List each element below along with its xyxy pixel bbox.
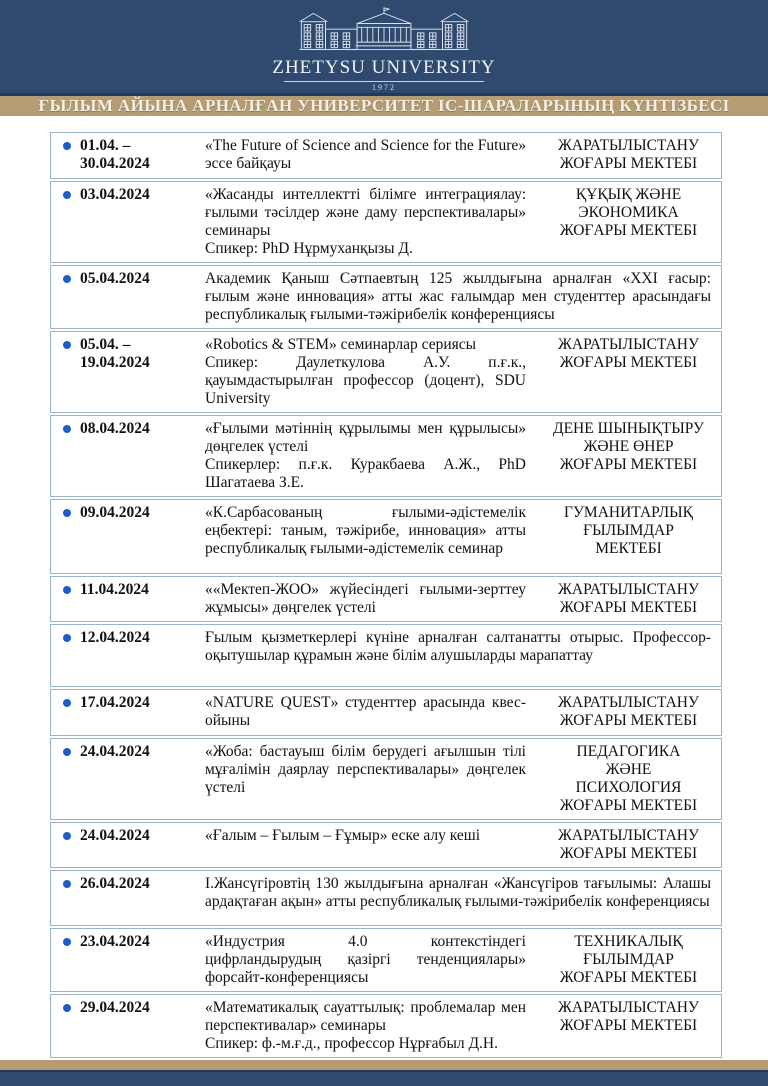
footer-navy-stripe bbox=[0, 1072, 768, 1086]
event-date: 26.04.2024 bbox=[80, 875, 150, 892]
event-date: 24.04.2024 bbox=[80, 827, 150, 844]
event-date-cell bbox=[51, 995, 199, 1057]
event-text-line: Спикер: PhD Нұрмуханқызы Д. bbox=[205, 240, 413, 257]
event-date-cell bbox=[51, 625, 199, 686]
event-date-cell bbox=[51, 182, 199, 262]
event-date: 29.04.2024 bbox=[80, 999, 150, 1016]
event-text-line: Спикер: ф.-м.ғ.д., профессор Нұрғабыл Д.Н. bbox=[205, 1035, 498, 1052]
event-date: 05.04.2024 bbox=[80, 270, 150, 287]
event-date-cell bbox=[51, 823, 199, 867]
event-school: ДЕНЕ ШЫНЫҚТЫРУ ЖӘНЕ ӨНЕР ЖОҒАРЫ МЕКТЕБІ bbox=[553, 420, 704, 473]
bullet-icon bbox=[63, 142, 71, 150]
table-row bbox=[50, 265, 722, 329]
event-description bbox=[199, 995, 536, 1057]
event-description bbox=[199, 577, 536, 621]
event-description bbox=[199, 625, 721, 686]
event-text-line: «К.Сарбасованың ғылыми-әдістемелік еңбектері: таным, тәжірибе, инновация» атты республикалық ғылыми-әдістемелік семинар bbox=[205, 504, 526, 557]
table-row bbox=[50, 132, 722, 179]
bullet-icon bbox=[63, 509, 71, 517]
bullet-icon bbox=[63, 425, 71, 433]
event-date: 08.04.2024 bbox=[80, 420, 150, 437]
event-date: 01.04. – 30.04.2024 bbox=[80, 137, 150, 172]
content-area bbox=[0, 116, 768, 1060]
events-table bbox=[50, 132, 722, 1058]
table-row bbox=[50, 738, 722, 820]
event-date: 23.04.2024 bbox=[80, 933, 150, 950]
bullet-icon bbox=[63, 748, 71, 756]
event-text-line: «Robotics & STEM» семинарлар сериясы bbox=[205, 336, 477, 353]
event-date: 24.04.2024 bbox=[80, 743, 150, 760]
page-title: ҒЫЛЫМ АЙЫНА АРНАЛҒАН УНИВЕРСИТЕТ ІС-ШАРАЛАРЫНЫҢ КҮНТІЗБЕСІ bbox=[38, 96, 730, 115]
table-row bbox=[50, 928, 722, 992]
table-row bbox=[50, 870, 722, 926]
event-text-line: «Жасанды интеллектті білімге интеграциялау: ғылыми тәсілдер және даму перспективалары» семинары bbox=[205, 186, 526, 239]
bullet-icon bbox=[63, 275, 71, 283]
event-school: ЖАРАТЫЛЫСТАНУ ЖОҒАРЫ МЕКТЕБІ bbox=[558, 694, 699, 729]
event-text-line: «The Future of Science and Science for the Future» эссе байқауы bbox=[205, 137, 526, 172]
bullet-icon bbox=[63, 699, 71, 707]
event-date-cell bbox=[51, 266, 199, 328]
table-row bbox=[50, 181, 722, 263]
bullet-icon bbox=[63, 586, 71, 594]
bullet-icon bbox=[63, 634, 71, 642]
event-date-cell bbox=[51, 500, 199, 573]
event-school: ТЕХНИКАЛЫҚ ҒЫЛЫМДАР ЖОҒАРЫ МЕКТЕБІ bbox=[559, 933, 698, 986]
event-description bbox=[199, 266, 721, 328]
event-school: ЖАРАТЫЛЫСТАНУ ЖОҒАРЫ МЕКТЕБІ bbox=[558, 137, 699, 172]
logo-divider bbox=[284, 81, 484, 82]
event-description bbox=[199, 690, 536, 735]
university-building-icon bbox=[284, 5, 484, 57]
event-text-line: «Индустрия 4.0 контекстіндегі цифрландырудың қазіргі тенденциялары» форсайт-конференциясы bbox=[205, 933, 526, 986]
bullet-icon bbox=[63, 880, 71, 888]
footer-tan-stripe bbox=[0, 1060, 768, 1072]
table-row bbox=[50, 689, 722, 736]
event-school: ЖАРАТЫЛЫСТАНУ ЖОҒАРЫ МЕКТЕБІ bbox=[558, 827, 699, 862]
event-date-cell bbox=[51, 416, 199, 496]
event-description bbox=[199, 182, 536, 262]
event-text-line: І.Жансүгіровтің 130 жылдығына арналған «Жансүгіров тағылымы: Алашы ардақтаған ақын» атты республикалық ғылыми-тәжірибелік конференциясы bbox=[205, 875, 711, 910]
event-date-cell bbox=[51, 332, 199, 412]
table-row bbox=[50, 576, 722, 622]
table-row bbox=[50, 499, 722, 574]
event-school: ЖАРАТЫЛЫСТАНУ ЖОҒАРЫ МЕКТЕБІ bbox=[558, 336, 699, 371]
event-text-line: Ғылым қызметкерлері күніне арналған салтанатты отырыс. Профессор-оқытушылар құрамын және білім алушыларды марапаттау bbox=[205, 629, 711, 664]
event-text-line: Академик Қаныш Сәтпаевтың 125 жылдығына арналған «XXI ғасыр: ғылым және инновация» атты жас ғалымдар мен студенттер арасындағы республикалық ғылыми-тәжірибелік конференциясы bbox=[205, 270, 711, 323]
bullet-icon bbox=[63, 938, 71, 946]
header-banner bbox=[0, 0, 768, 96]
event-description bbox=[199, 416, 536, 496]
title-band bbox=[0, 96, 768, 116]
event-date-cell bbox=[51, 690, 199, 735]
table-row bbox=[50, 415, 722, 497]
event-date: 09.04.2024 bbox=[80, 504, 150, 521]
event-text-line: «Математикалық сауаттылық: проблемалар мен перспективалар» семинары bbox=[205, 999, 526, 1034]
event-text-line: «NATURE QUEST» студенттер арасында квес-ойыны bbox=[205, 694, 526, 729]
university-logo bbox=[272, 0, 495, 93]
event-date: 03.04.2024 bbox=[80, 186, 150, 203]
table-row bbox=[50, 331, 722, 413]
event-description bbox=[199, 332, 536, 412]
event-date-cell bbox=[51, 577, 199, 621]
event-school: ЖАРАТЫЛЫСТАНУ ЖОҒАРЫ МЕКТЕБІ bbox=[558, 581, 699, 616]
event-date: 05.04. – 19.04.2024 bbox=[80, 336, 150, 371]
event-school: ҚҰҚЫҚ ЖӘНЕ ЭКОНОМИКА ЖОҒАРЫ МЕКТЕБІ bbox=[559, 186, 698, 239]
table-row bbox=[50, 624, 722, 687]
event-date: 17.04.2024 bbox=[80, 694, 150, 711]
bullet-icon bbox=[63, 191, 71, 199]
event-text-line: Спикерлер: п.ғ.к. Куракбаева А.Ж., PhD Шагатаева З.Е. bbox=[205, 456, 526, 491]
event-description bbox=[199, 823, 536, 867]
university-wordmark: ZHETYSU UNIVERSITY bbox=[272, 57, 496, 78]
founded-year: 1972 bbox=[371, 83, 396, 92]
event-description bbox=[199, 871, 721, 925]
bullet-icon bbox=[63, 832, 71, 840]
event-text-line: «Ғалым – Ғылым – Ғұмыр» еске алу кеші bbox=[205, 827, 481, 844]
event-text-line: «Ғылыми мәтіннің құрылымы мен құрылысы» дөңгелек үстелі bbox=[205, 420, 526, 455]
event-school: ЖАРАТЫЛЫСТАНУ ЖОҒАРЫ МЕКТЕБІ bbox=[558, 999, 699, 1034]
event-date: 11.04.2024 bbox=[80, 581, 149, 598]
event-text-line: ««Мектеп-ЖОО» жүйесіндегі ғылыми-зерттеу жұмысы» дөңгелек үстелі bbox=[205, 581, 526, 616]
event-description bbox=[199, 929, 536, 991]
event-school: ПЕДАГОГИКА ЖӘНЕ ПСИХОЛОГИЯ ЖОҒАРЫ МЕКТЕБІ bbox=[559, 743, 698, 814]
event-date-cell bbox=[51, 929, 199, 991]
event-text-line: «Жоба: бастауыш білім берудегі ағылшын тілі мұғалімін даярлау перспективалары» дөңгелек үстелі bbox=[205, 743, 526, 796]
event-description bbox=[199, 739, 536, 819]
event-date-cell bbox=[51, 871, 199, 925]
event-date-cell bbox=[51, 133, 199, 178]
event-text-line: Спикер: Даулеткулова А.У. п.ғ.к., қауымдастырылған профессор (доцент), SDU University bbox=[205, 354, 526, 407]
footer bbox=[0, 1060, 768, 1086]
event-description bbox=[199, 133, 536, 178]
bullet-icon bbox=[63, 341, 71, 349]
table-row bbox=[50, 994, 722, 1058]
event-description bbox=[199, 500, 536, 573]
event-date-cell bbox=[51, 739, 199, 819]
event-school: ГУМАНИТАРЛЫҚ ҒЫЛЫМДАР МЕКТЕБІ bbox=[563, 504, 693, 557]
bullet-icon bbox=[63, 1004, 71, 1012]
table-row bbox=[50, 822, 722, 868]
event-date: 12.04.2024 bbox=[80, 629, 150, 646]
